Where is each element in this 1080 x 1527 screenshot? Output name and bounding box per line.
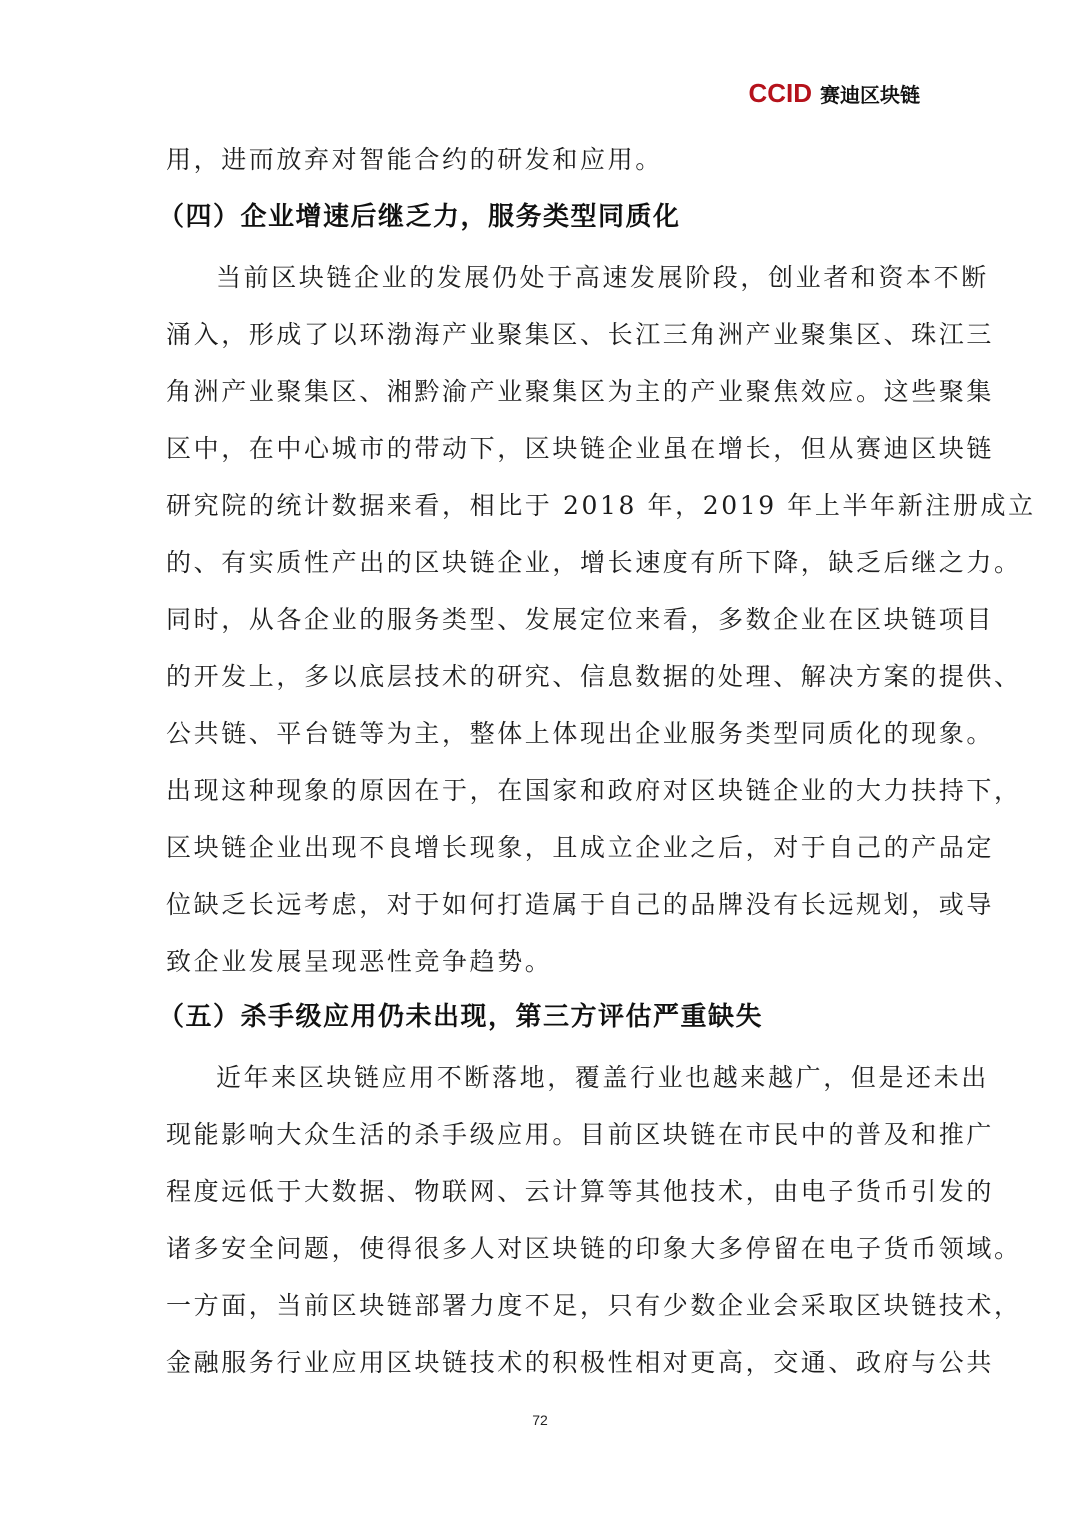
paragraph-line: 研究院的统计数据来看，相比于 2018 年，2019 年上半年新注册成立: [166, 491, 1036, 520]
paragraph-line: 现能影响大众生活的杀手级应用。目前区块链在市民中的普及和推广: [166, 1120, 995, 1149]
logo-text: 赛迪区块链: [820, 83, 920, 107]
page-number: 72: [532, 1412, 548, 1428]
paragraph-line: 近年来区块链应用不断落地，覆盖行业也越来越广，但是还未出: [216, 1063, 989, 1092]
paragraph-line: 金融服务行业应用区块链技术的积极性相对更高，交通、政府与公共: [166, 1348, 995, 1377]
paragraph-line: 致企业发展呈现恶性竞争趋势。: [166, 947, 553, 976]
section-heading: （五）杀手级应用仍未出现，第三方评估严重缺失: [158, 1002, 764, 1032]
paragraph-line: 的、有实质性产出的区块链企业，增长速度有所下降，缺乏后继之力。: [166, 548, 1022, 577]
paragraph-line: 一方面，当前区块链部署力度不足，只有少数企业会采取区块链技术，: [166, 1291, 1022, 1320]
paragraph-line: 区块链企业出现不良增长现象，且成立企业之后，对于自己的产品定: [166, 833, 995, 862]
paragraph-line: 区中，在中心城市的带动下，区块链企业虽在增长，但从赛迪区块链: [166, 434, 995, 463]
paragraph-line: 出现这种现象的原因在于，在国家和政府对区块链企业的大力扶持下，: [166, 776, 1022, 805]
paragraph-line: 诸多安全问题，使得很多人对区块链的印象大多停留在电子货币领域。: [166, 1234, 1022, 1263]
section-heading: （四）企业增速后继乏力，服务类型同质化: [158, 202, 681, 232]
paragraph-line: 同时，从各企业的服务类型、发展定位来看，多数企业在区块链项目: [166, 605, 995, 634]
paragraph-line: 涌入，形成了以环渤海产业聚集区、长江三角洲产业聚集区、珠江三: [166, 320, 995, 349]
paragraph-line: 角洲产业聚集区、湘黔渝产业聚集区为主的产业聚焦效应。这些聚集: [166, 377, 995, 406]
paragraph-line: 的开发上，多以底层技术的研究、信息数据的处理、解决方案的提供、: [166, 662, 1022, 691]
paragraph-line: 位缺乏长远考虑，对于如何打造属于自己的品牌没有长远规划，或导: [166, 890, 995, 919]
header-logo: [748, 78, 920, 109]
paragraph-line: 程度远低于大数据、物联网、云计算等其他技术，由电子货币引发的: [166, 1177, 995, 1206]
paragraph-line: 当前区块链企业的发展仍处于高速发展阶段，创业者和资本不断: [216, 263, 989, 292]
paragraph-line: 用，进而放弃对智能合约的研发和应用。: [166, 145, 663, 174]
paragraph-line: 公共链、平台链等为主，整体上体现出企业服务类型同质化的现象。: [166, 719, 995, 748]
logo-brand: CCID: [748, 78, 812, 108]
